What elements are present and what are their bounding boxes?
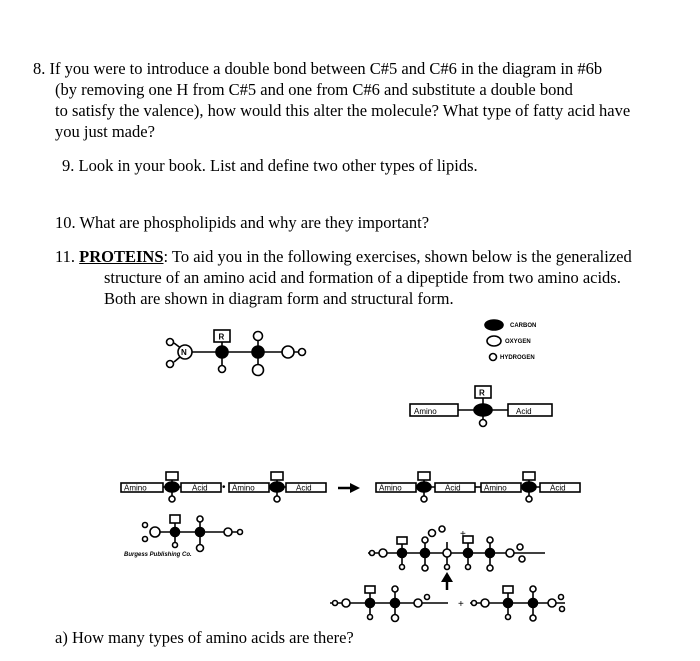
publisher-credit: Burgess Publishing Co. bbox=[124, 552, 192, 558]
question-8-line-2: (by removing one H from C#5 and one from C#6 and substitute a double bond bbox=[55, 80, 573, 99]
legend-carbon-label: CARBON bbox=[510, 323, 537, 329]
acid-label: Acid bbox=[192, 483, 208, 493]
plus-sign: + bbox=[458, 599, 464, 610]
plus-sign: • bbox=[222, 482, 226, 493]
plus-sign: + bbox=[460, 529, 466, 540]
amino-label: Amino bbox=[124, 483, 147, 493]
question-a: a) How many types of amino acids are there? bbox=[55, 628, 354, 647]
acid-label: Acid bbox=[445, 483, 461, 493]
legend-hydrogen-label: HYDROGEN bbox=[500, 355, 535, 361]
dipeptide-structure bbox=[368, 526, 545, 571]
question-11-line-3: Both are shown in diagram form and structural form. bbox=[104, 289, 454, 308]
acid-label: Acid bbox=[516, 407, 532, 416]
question-8-line-1: 8. If you were to introduce a double bond between C#5 and C#6 in the diagram in #6b bbox=[33, 59, 603, 78]
r-group-label: R bbox=[479, 388, 485, 398]
question-10: 10. What are phospholipids and why are they important? bbox=[55, 213, 430, 232]
proteins-heading: PROTEINS bbox=[79, 247, 164, 266]
amino-label: Amino bbox=[484, 483, 507, 493]
legend-oxygen-label: OXYGEN bbox=[505, 339, 531, 345]
amino-acid-structure bbox=[167, 330, 306, 376]
amino-label: Amino bbox=[414, 407, 437, 416]
acid-label: Acid bbox=[296, 483, 312, 493]
reaction-arrow-icon bbox=[338, 483, 360, 493]
question-8-line-4: you just made? bbox=[55, 122, 155, 141]
small-amino-acid-structure bbox=[143, 515, 243, 552]
question-11-line-2: structure of an amino acid and formation of a dipeptide from two amino acids. bbox=[104, 268, 621, 287]
question-11-number: 11. bbox=[55, 247, 76, 266]
up-arrow-icon bbox=[441, 572, 453, 590]
question-9: 9. Look in your book. List and define two other types of lipids. bbox=[62, 156, 478, 175]
r-group-label: R bbox=[218, 332, 225, 342]
amino-label: Amino bbox=[232, 483, 255, 493]
question-8-line-3: to satisfy the valence), how would this alter the molecule? What type of fatty acid have bbox=[55, 101, 631, 120]
acid-label: Acid bbox=[550, 483, 566, 493]
amino-label: Amino bbox=[379, 483, 402, 493]
nitrogen-label: N bbox=[181, 348, 187, 357]
question-11-line-1-rest: : To aid you in the following exercises, shown below is the generalized bbox=[163, 247, 632, 266]
two-amino-acids-structure bbox=[330, 586, 565, 622]
